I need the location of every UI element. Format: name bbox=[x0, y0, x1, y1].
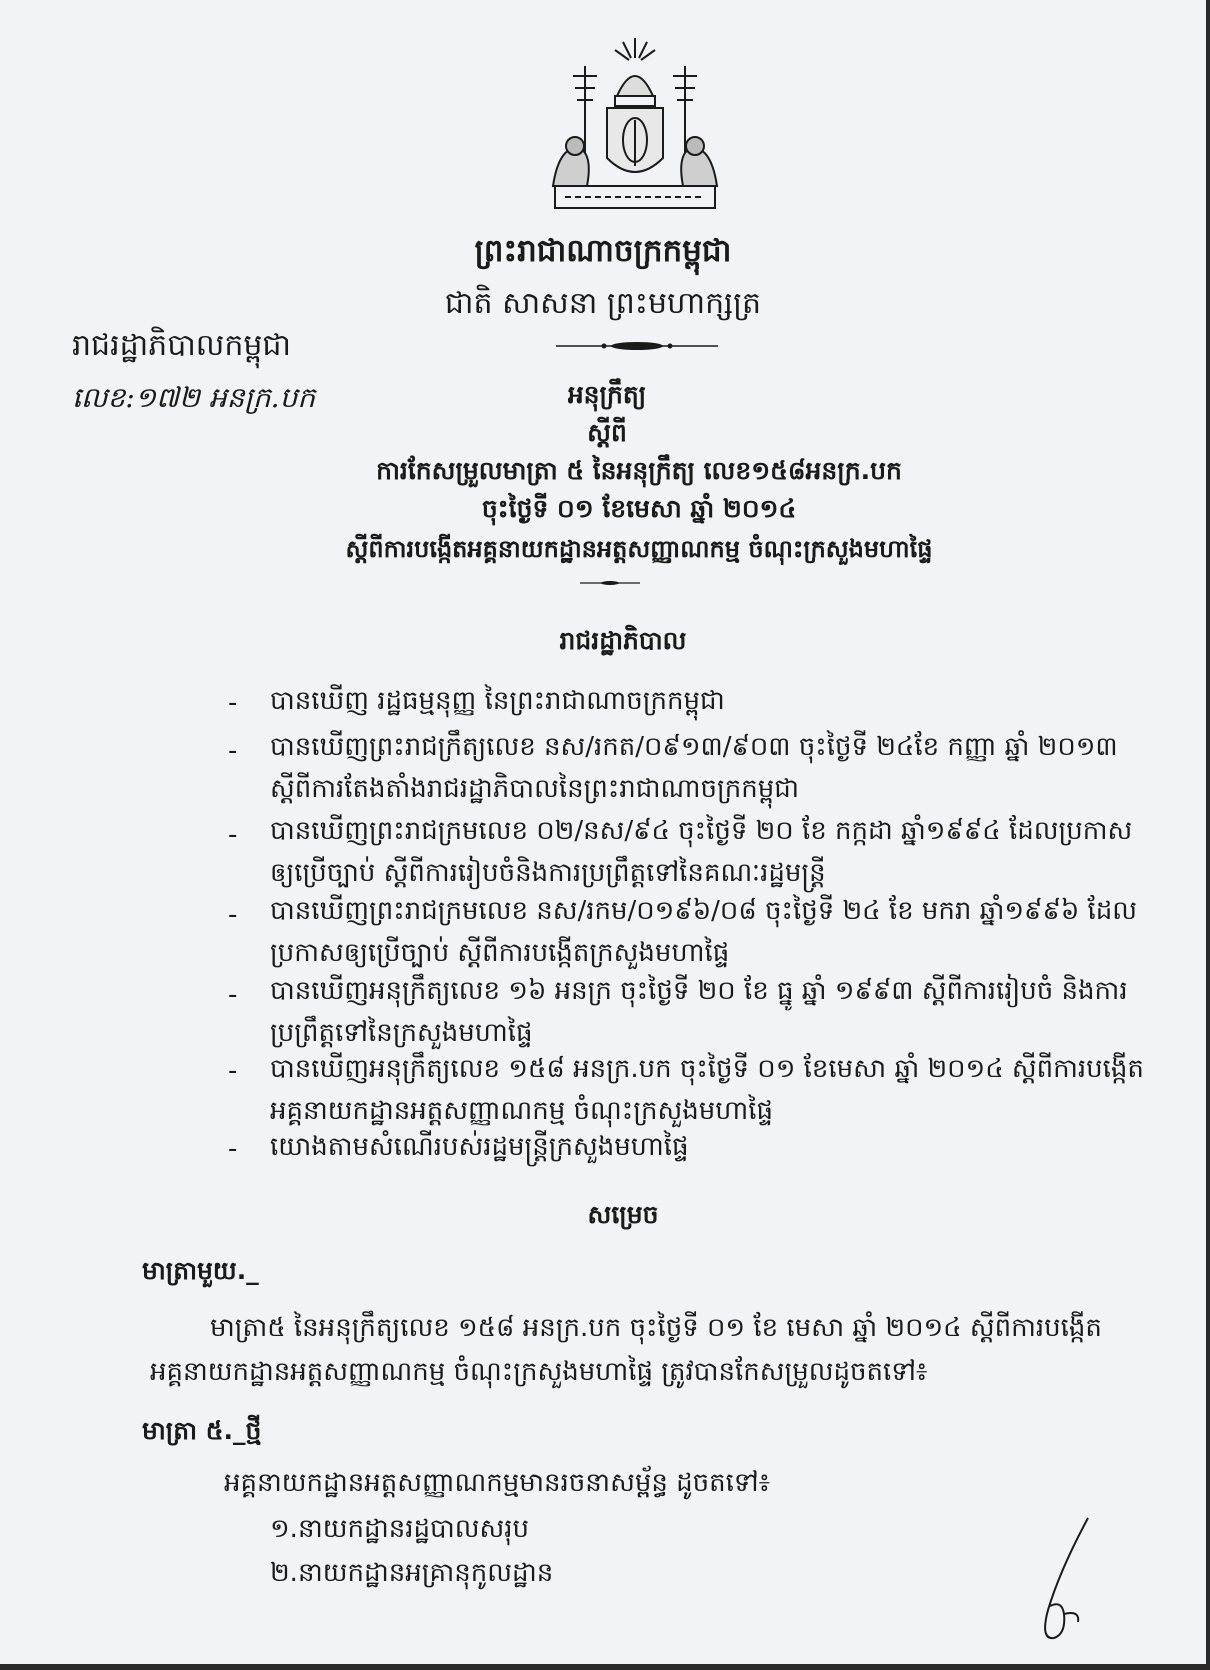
list-bullet: - bbox=[228, 980, 238, 1010]
consideration-item: បានឃើញព្រះរាជក្រមលេខ នស/រកម/០១៩៦/០៨ ចុះថ្ងៃទី ២៤ ខែ មករា ឆ្នាំ១៩៩៦ ដែលប្រកាសឲ្យប្រើច្បាប់ ស្តីពីការបង្កើតក្រសួងមហាផ្ទៃ bbox=[270, 896, 1138, 968]
list-bullet: - bbox=[228, 736, 238, 766]
structure-item: ១.នាយកដ្ឋានរដ្ឋបាលសរុប bbox=[270, 1514, 529, 1544]
article-1-heading: មាត្រាមួយ._ bbox=[142, 1256, 259, 1285]
government-name: រាជរដ្ឋាភិបាលកម្ពុជា bbox=[72, 328, 291, 363]
consideration-item: បានឃើញព្រះរាជក្រឹត្យលេខ នស/រកត/០៩១៣/៩០៣ ចុះថ្ងៃទី ២៤ខែ កញ្ញា ឆ្នាំ ២០១៣ ស្តីពីការតែងតាំងរាជរដ្ឋាភិបាលនៃព្រះរាជាណាចក្រកម្ពុជា bbox=[270, 732, 1118, 804]
list-bullet: - bbox=[228, 1056, 238, 1086]
consideration-item: បានឃើញព្រះរាជក្រមលេខ ០២/នស/៩៤ ចុះថ្ងៃទី ២០ ខែ កក្កដា ឆ្នាំ១៩៩៤ ដែលប្រកាសឲ្យប្រើច្បាប់ ស្តីពីការរៀបចំនិងការប្រព្រឹត្តទៅនៃគណៈរដ្ឋមន្ត្រី bbox=[270, 816, 1133, 888]
reference-number: លេខ:១៧២ អនក្រ.បក bbox=[72, 381, 316, 414]
consideration-item: បានឃើញអនុក្រឹត្យលេខ ១៥៨ អនក្រ.បក ចុះថ្ងៃទី ០១ ខែមេសា ឆ្នាំ ២០១៤ ស្តីពីការបង្កើតអគ្គនាយកដ្ឋានអត្តសញ្ញាណកម្ម ចំណុះក្រសួងមហាផ្ទៃ bbox=[270, 1054, 1144, 1126]
consideration-item: យោងតាមសំណើរបស់រដ្ឋមន្ត្រីក្រសួងមហាផ្ទៃ bbox=[270, 1132, 689, 1162]
document-type: អនុក្រឹត្យ bbox=[567, 380, 647, 409]
list-bullet: - bbox=[228, 900, 238, 930]
government-heading: រាជរដ្ឋាភិបាល bbox=[559, 626, 687, 655]
decision-heading: សម្រេច bbox=[587, 1200, 659, 1229]
consideration-item: បានឃើញ រដ្ឋធម្មនុញ្ញ នៃព្រះរាជាណាចក្រកម្ពុជា bbox=[270, 686, 725, 716]
article-5-intro: អគ្គនាយកដ្ឋានអត្តសញ្ញាណកម្មមានរចនាសម្ព័ន្ធ ដូចតទៅ៖ bbox=[224, 1468, 771, 1498]
list-bullet: - bbox=[228, 1134, 238, 1164]
list-bullet: - bbox=[228, 688, 238, 718]
title-line-2: ចុះថ្ងៃទី ០១ ខែមេសា ឆ្នាំ ២០១៤ bbox=[481, 494, 797, 523]
signature-initials bbox=[1020, 1510, 1100, 1650]
national-motto: ជាតិ សាសនា ព្រះមហាក្សត្រ bbox=[444, 286, 762, 321]
title-about: ស្តីពី bbox=[587, 418, 627, 447]
title-line-3: ស្តីពីការបង្កើតអគ្គនាយកដ្ឋានអត្តសញ្ញាណកម្ម ចំណុះក្រសួងមហាផ្ទៃ bbox=[345, 535, 933, 563]
ornament-divider bbox=[556, 340, 718, 352]
article-1-text: មាត្រា៥ នៃអនុក្រឹត្យលេខ ១៥៨ អនក្រ.បក ចុះថ្ងៃទី ០១ ខែ មេសា ឆ្នាំ ២០១៤ ស្តីពីការបង្កើតអគ្គនាយកដ្ឋានអត្តសញ្ញាណកម្ម ចំណុះក្រសួងមហាផ្ទៃ ត្រូវបានកែសម្រួលដូចតទៅ៖ bbox=[150, 1313, 1102, 1387]
article-5-heading: មាត្រា ៥._ថ្មី bbox=[142, 1416, 262, 1445]
royal-coat-of-arms bbox=[545, 36, 725, 212]
structure-item: ២.នាយកដ្ឋានអគ្រានុកូលដ្ឋាន bbox=[270, 1558, 554, 1588]
title-line-1: ការកែសម្រួលមាត្រា ៥ នៃអនុក្រឹត្យ លេខ១៥៨អនក្រ.បក bbox=[376, 456, 902, 485]
kingdom-heading: ព្រះរាជាណាចក្រកម្ពុជា bbox=[474, 233, 732, 269]
title-divider bbox=[580, 580, 640, 586]
consideration-item: បានឃើញអនុក្រឹត្យលេខ ១៦ អនក្រ ចុះថ្ងៃទី ២០ ខែ ធ្នូ ឆ្នាំ ១៩៩៣ ស្តីពីការរៀបចំ និងការប្រព្រឹត្តទៅនៃក្រសួងមហាផ្ទៃ bbox=[270, 976, 1128, 1048]
list-bullet: - bbox=[228, 820, 238, 850]
